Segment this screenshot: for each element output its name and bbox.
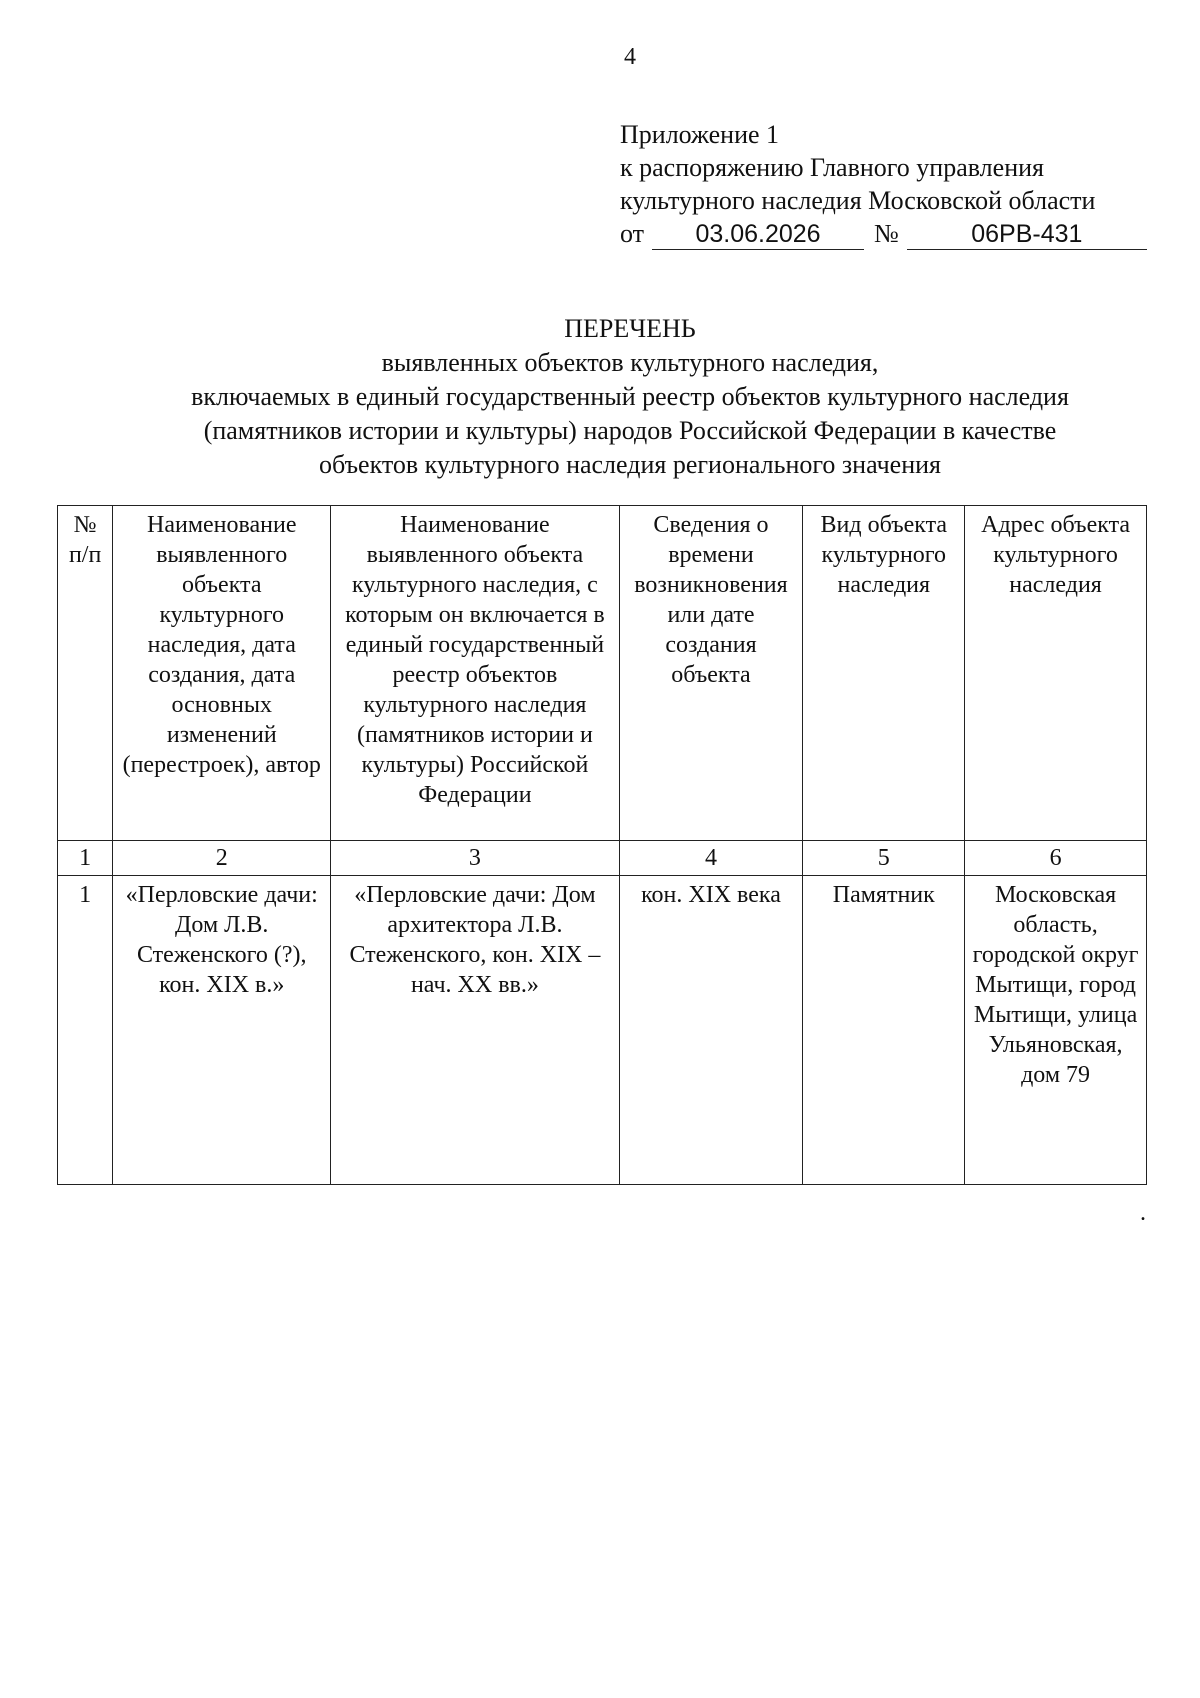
title-line-3: включаемых в единый государственный реестр объектов культурного наследия [191, 382, 1069, 411]
column-number: 2 [113, 841, 331, 876]
creation-date-cell: кон. XIX века [619, 876, 803, 1185]
number-prefix: № [874, 219, 899, 248]
table-row [58, 876, 1147, 1185]
header-cell-address: Адрес объекта культурного наследия [965, 506, 1147, 841]
appendix-block [620, 118, 1147, 250]
header-cell-number: № п/п [58, 506, 113, 841]
object-name-cell: «Перловские дачи: Дом Л.В. Стеженского (?), кон. XIX в.» [113, 876, 331, 1185]
header-cell-object-name: Наименование выявленного объекта культурного наследия, дата создания, дата основных изменений (перестроек), автор [113, 506, 331, 841]
date-prefix: от [620, 219, 645, 248]
column-number: 4 [619, 841, 803, 876]
appendix-authority-line: культурного наследия Московской области [620, 186, 1096, 215]
table-header-row [58, 506, 1147, 841]
number-field: 06РВ-431 [907, 219, 1147, 250]
column-number: 1 [58, 841, 113, 876]
appendix-order-line: к распоряжению Главного управления [620, 153, 1044, 182]
title-line-5: объектов культурного наследия регионального значения [319, 450, 941, 479]
appendix-title: Приложение 1 [620, 120, 780, 149]
appendix-date-number-line [620, 217, 1147, 250]
header-cell-creation-date: Сведения о времени возникновения или дате создания объекта [619, 506, 803, 841]
column-number: 3 [331, 841, 619, 876]
document-title [60, 312, 1200, 482]
page-number: 4 [624, 44, 636, 70]
registry-name-cell: «Перловские дачи: Дом архитектора Л.В. Стеженского, кон. XIX – нач. XX вв.» [331, 876, 619, 1185]
row-number-cell: 1 [58, 876, 113, 1185]
date-field: 03.06.2026 [652, 219, 864, 250]
column-number-row [58, 841, 1147, 876]
column-number: 6 [965, 841, 1147, 876]
object-type-cell: Памятник [803, 876, 965, 1185]
title-heading: ПЕРЕЧЕНЬ [564, 314, 696, 343]
address-cell: Московская область, городской округ Мытищи, город Мытищи, улица Ульяновская, дом 79 [965, 876, 1147, 1185]
end-mark: . [1140, 1200, 1146, 1226]
header-cell-registry-name: Наименование выявленного объекта культурного наследия, с которым он включается в единый государственный реестр объектов культурного наследия (памятников истории и культуры) Российской Федерации [331, 506, 619, 841]
header-cell-object-type: Вид объекта культурного наследия [803, 506, 965, 841]
title-line-4: (памятников истории и культуры) народов Российской Федерации в качестве [203, 416, 1057, 445]
heritage-objects-table [57, 505, 1147, 1185]
title-line-2: выявленных объектов культурного наследия, [381, 348, 879, 377]
column-number: 5 [803, 841, 965, 876]
